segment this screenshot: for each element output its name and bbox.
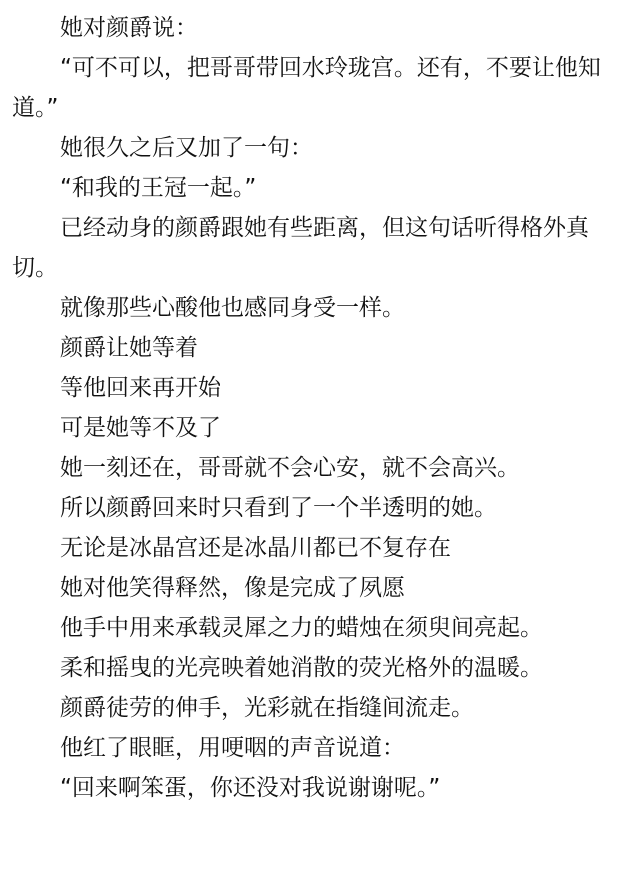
- paragraph: 颜爵徒劳的伸手，光彩就在指缝间流走。: [60, 695, 474, 721]
- paragraph: 可是她等不及了: [60, 415, 221, 441]
- paragraph: 他红了眼眶，用哽咽的声音说道：: [60, 735, 405, 761]
- paragraph: 颜爵让她等着: [60, 335, 198, 361]
- paragraph: 他手中用来承载灵犀之力的蜡烛在须臾间亮起。: [60, 615, 543, 641]
- paragraph: 所以颜爵回来时只看到了一个半透明的她。: [60, 495, 497, 521]
- paragraph: 已经动身的颜爵跟她有些距离，但这句话听得格外真切。: [12, 215, 589, 281]
- paragraph: 等他回来再开始: [60, 375, 221, 401]
- paragraph: “可不可以，把哥哥带回水玲珑宫。还有，不要让他知道。”: [12, 55, 601, 121]
- paragraph: 她一刻还在，哥哥就不会心安，就不会高兴。: [60, 455, 520, 481]
- paragraph: “和我的王冠一起。”: [60, 175, 257, 201]
- paragraph: 她很久之后又加了一句：: [60, 135, 313, 161]
- paragraph: 柔和摇曳的光亮映着她消散的荧光格外的温暖。: [60, 655, 543, 681]
- paragraph: 无论是冰晶宫还是冰晶川都已不复存在: [60, 535, 451, 561]
- paragraph: “回来啊笨蛋，你还没对我说谢谢呢。”: [60, 775, 441, 801]
- document-body: [12, 8, 628, 808]
- paragraph: 就像那些心酸他也感同身受一样。: [60, 295, 405, 321]
- paragraph: 她对他笑得释然，像是完成了夙愿: [60, 575, 405, 601]
- paragraph: 她对颜爵说：: [60, 15, 198, 41]
